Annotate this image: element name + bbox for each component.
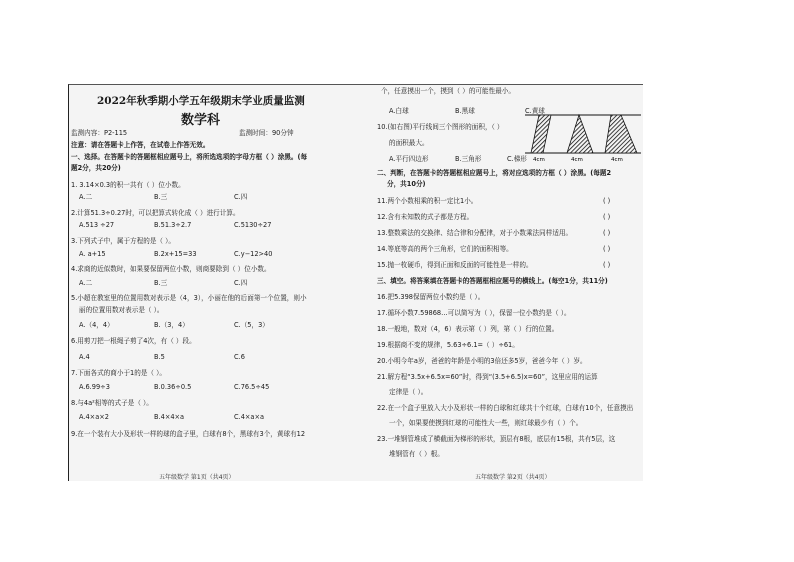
section-2-heading-cont: 分，共10分) <box>387 180 426 188</box>
question-1: 1. 3.14×0.3的积一共有（ ）位小数。 <box>71 181 185 189</box>
question-16: 16.把5.398保留两位小数约是（ ）。 <box>377 293 485 301</box>
q9-option-b: B.黑球 <box>455 107 475 115</box>
figure-trapezoid <box>605 115 637 153</box>
info-scope: 监测内容：P2-115 <box>71 129 128 137</box>
question-8: 8.与4a²相等的式子是（ ）。 <box>71 399 153 407</box>
q5-option-b: B.（3，4） <box>154 321 189 329</box>
question-2: 2.计算51.3÷0.27时，可以把算式转化成（ ）进行计算。 <box>71 209 240 217</box>
page-2-footer: 五年级数学 第2页（共4页） <box>475 474 551 481</box>
q9-option-a: A.白球 <box>389 107 409 115</box>
q10-option-c: C.梯形 <box>507 155 527 163</box>
page-1-footer: 五年级数学 第1页（共4页） <box>159 474 235 481</box>
figure-parallelogram <box>531 115 551 153</box>
q1-option-b: B.三 <box>154 193 168 201</box>
section-2-heading: 二、判断，在答题卡的答题框相应题号上，将对应选项的方框（ ）涂黑。(每题2 <box>377 169 612 177</box>
q7-option-a: A.6.99÷3 <box>79 383 110 391</box>
question-23: 23.一堆钢管堆成了横截面为梯形的形状，顶层有8根，底层有15根，共有5层，这 <box>377 435 616 443</box>
q10-option-a: A.平行四边形 <box>389 155 429 163</box>
page-1 <box>69 85 369 481</box>
q3-option-a: A. a+15 <box>79 250 106 258</box>
question-10: 10.(如右图)平行线间三个图形的面积，（ ） <box>377 123 504 131</box>
q15-answer-paren: ( ) <box>603 261 611 269</box>
q6-option-c: C.6 <box>234 353 245 361</box>
figure-label-2: 4cm <box>571 157 583 163</box>
question-5-cont: 丽的位置用数对表示是（ ）。 <box>79 306 164 314</box>
question-9-cont: 个，任意摸出一个，摸到（ ）的可能性最小。 <box>381 87 515 95</box>
q8-option-b: B.4×4×a <box>154 413 185 421</box>
page-2 <box>375 85 643 481</box>
q10-option-b: B.三角形 <box>455 155 482 163</box>
q2-option-a: A.513 ÷27 <box>79 221 115 229</box>
question-18: 18.一般地，数对（4，6）表示第（ ）列，第（ ）行的位置。 <box>377 325 559 333</box>
question-12: 12.含有未知数的式子都是方程。 <box>377 213 474 221</box>
q4-option-b: B.三 <box>154 279 168 287</box>
question-6: 6.用剪刀把一根绳子剪了4次，有（ ）段。 <box>71 337 196 345</box>
q7-option-c: C.76.5÷45 <box>234 383 270 391</box>
question-20: 20.小明今年a岁，爸爸的年龄是小明的3倍还多5岁，爸爸今年（ ）岁。 <box>377 357 587 365</box>
q8-option-a: A.4×a×2 <box>79 413 109 421</box>
q13-answer-paren: ( ) <box>603 229 611 237</box>
question-22-cont: 一个，如果要使摸到红球的可能性大一些，则红球最少有（ ）个。 <box>389 419 583 427</box>
q14-answer-paren: ( ) <box>603 245 611 253</box>
exam-title: 2022年秋季期小学五年级期末学业质量监测 <box>97 95 305 107</box>
q5-option-a: A.（4，4） <box>79 321 114 329</box>
q11-answer-paren: ( ) <box>603 197 611 205</box>
info-time: 监测时间：90分钟 <box>239 129 294 137</box>
subject-title: 数学科 <box>181 113 221 128</box>
q4-option-c: C.四 <box>234 279 248 287</box>
question-4: 4.求商的近似数时，如果要保留两位小数，则商要除到（ ）位小数。 <box>71 265 271 273</box>
figure-label-3: 4cm <box>611 157 623 163</box>
figure-label-1: 4cm <box>533 157 545 163</box>
q12-answer-paren: ( ) <box>603 213 611 221</box>
section-1-heading-cont: 题2分，共20分) <box>71 164 121 172</box>
question-21: 21.解方程“3.5x+6.5x=60”时，得到“(3.5+6.5)x=60”，这里应用的运算 <box>377 373 598 381</box>
q1-option-c: C.四 <box>234 193 248 201</box>
question-15: 15.抛一枚硬币，得到正面和反面的可能性是一样的。 <box>377 261 533 269</box>
q6-option-b: B.5 <box>154 353 165 361</box>
question-17: 17.循环小数7.59868…可以简写为（ ），保留一位小数约是（ ）。 <box>377 309 571 317</box>
question-21-cont: 定律是（ ）。 <box>389 388 428 396</box>
q4-option-a: A.二 <box>79 279 93 287</box>
question-3: 3.下列式子中，属于方程的是（ ）。 <box>71 237 175 245</box>
question-13: 13.整数乘法的交换律、结合律和分配律，对于小数乘法同样适用。 <box>377 229 573 237</box>
q1-option-a: A.二 <box>79 193 93 201</box>
question-19: 19.根据商不变的规律，5.63÷6.1=（ ）÷61。 <box>377 341 519 349</box>
figure-triangle <box>567 115 593 153</box>
section-3-heading: 三、填空。将答案填在答题卡的答题框相应题号的横线上。(每空1分，共11分) <box>377 277 608 285</box>
question-7: 7.下面各式的商小于1的是（ ）。 <box>71 369 167 377</box>
exam-sheet <box>68 84 643 481</box>
question-9: 9.在一个装有大小及形状一样的球的盒子里，白球有8个，黑球有3个，黄球有12 <box>71 430 306 438</box>
section-1-heading: 一、选择。在答题卡的答题框相应题号上，将所选选项的字母方框（ ）涂黑。(每 <box>71 153 308 161</box>
q2-option-b: B.51.3÷2.7 <box>154 221 192 229</box>
q10-figure <box>525 113 641 163</box>
question-14: 14.等底等高的两个三角形，它们的面积相等。 <box>377 245 513 253</box>
q9-option-c: C.黄球 <box>525 107 545 115</box>
q7-option-b: B.0.36÷0.5 <box>154 383 192 391</box>
q5-option-c: C.（5，3） <box>234 321 269 329</box>
q3-option-b: B.2x+15=33 <box>154 250 197 258</box>
notice: 注意：请在答题卡上作答，在试卷上作答无效。 <box>71 141 210 149</box>
question-23-cont: 堆钢管有（ ）根。 <box>389 450 444 458</box>
question-5: 5.小超在教室里的位置用数对表示是（4，3），小丽在他的后面第一个位置，则小 <box>71 294 307 302</box>
question-10-cont: 的面积最大。 <box>389 139 429 147</box>
q8-option-c: C.4×a×a <box>234 413 265 421</box>
q6-option-a: A.4 <box>79 353 90 361</box>
question-22: 22.在一个盒子里放入大小及形状一样的白球和红球共十个红球，白球有10个，任意摸出 <box>377 404 634 412</box>
q3-option-c: C.y−12>40 <box>234 250 273 258</box>
question-11: 11.两个小数相乘的积一定比1小。 <box>377 197 478 205</box>
q2-option-c: C.5130÷27 <box>234 221 272 229</box>
